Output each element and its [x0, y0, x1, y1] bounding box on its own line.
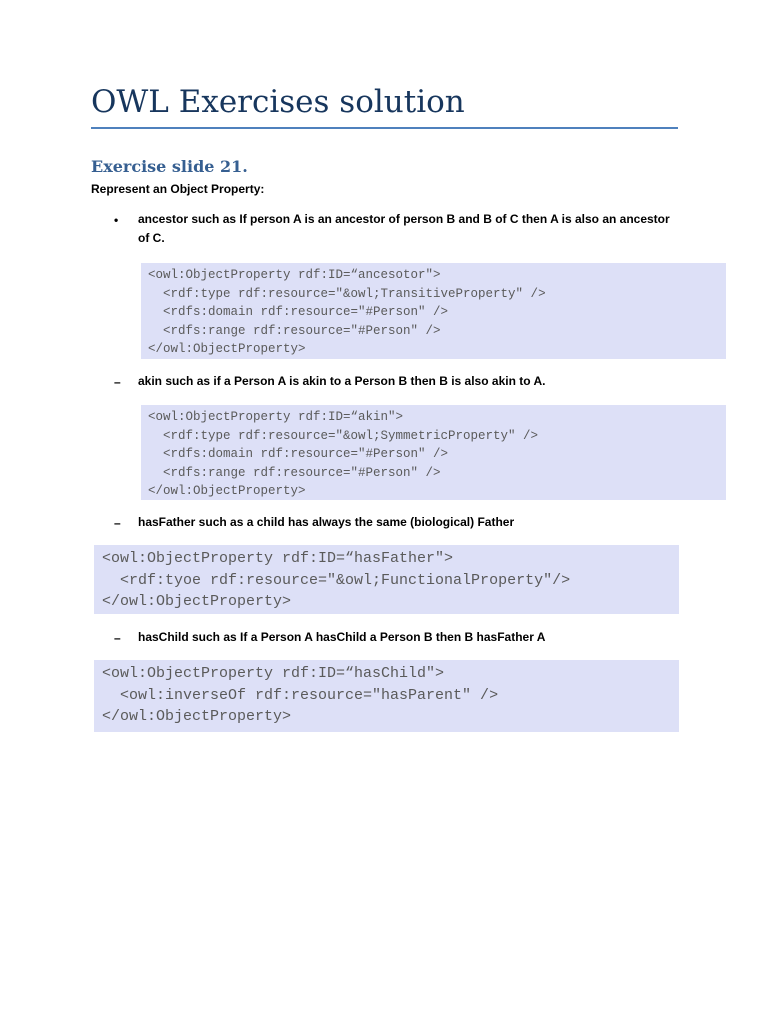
code-line: <owl:inverseOf rdf:resource="hasParent" /> [102, 686, 499, 704]
code-line: <rdf:tyoe rdf:resource="&owl;FunctionalProperty"/> [102, 571, 571, 589]
title-underline [91, 127, 678, 129]
code-line: <rdfs:domain rdf:resource="#Person" /> [148, 305, 449, 320]
code-line: <owl:ObjectProperty rdf:ID=“hasFather"> [102, 550, 454, 567]
section-heading: Exercise slide 21. [91, 157, 248, 176]
code-line: <owl:ObjectProperty rdf:ID=“hasChild"> [102, 665, 445, 682]
code-line: </owl:ObjectProperty> [148, 342, 306, 357]
item-haschild-text: hasChild such as If a Person A hasChild a Person B then B hasFather A [138, 630, 546, 644]
code-line: <rdfs:range rdf:resource="#Person" /> [148, 323, 441, 338]
code-block-hasfather [94, 545, 679, 614]
code-line: <rdf:type rdf:resource="&owl;TransitiveProperty" /> [148, 286, 546, 301]
document-title: OWL Exercises solution [91, 84, 465, 120]
code-block-ancestor [141, 263, 726, 359]
item-akin-text: akin such as if a Person A is akin to a Person B then B is also akin to A. [138, 374, 546, 388]
dash-marker: – [114, 516, 121, 530]
code-line: </owl:ObjectProperty> [148, 484, 306, 499]
dash-marker: – [114, 631, 121, 645]
code-line: </owl:ObjectProperty> [102, 593, 292, 610]
code-line: <rdfs:range rdf:resource="#Person" /> [148, 465, 441, 480]
dash-marker: – [114, 375, 121, 389]
code-line: <owl:ObjectProperty rdf:ID=“ancesotor"> [148, 268, 441, 282]
intro-text: Represent an Object Property: [91, 182, 265, 196]
code-block-akin [141, 405, 726, 500]
code-block-haschild [94, 660, 679, 732]
item-ancestor-text: ancestor such as If person A is an ancestor of person B and B of C then A is also an ancestor of C. [138, 212, 670, 245]
code-line: <rdf:type rdf:resource="&owl;SymmetricProperty" /> [148, 428, 539, 443]
code-line: <rdfs:domain rdf:resource="#Person" /> [148, 447, 449, 462]
code-line: <owl:ObjectProperty rdf:ID=“akin"> [148, 410, 404, 424]
item-hasfather-text: hasFather such as a child has always the same (biological) Father [138, 515, 515, 529]
bullet-marker: • [114, 213, 119, 227]
code-line: </owl:ObjectProperty> [102, 708, 292, 725]
